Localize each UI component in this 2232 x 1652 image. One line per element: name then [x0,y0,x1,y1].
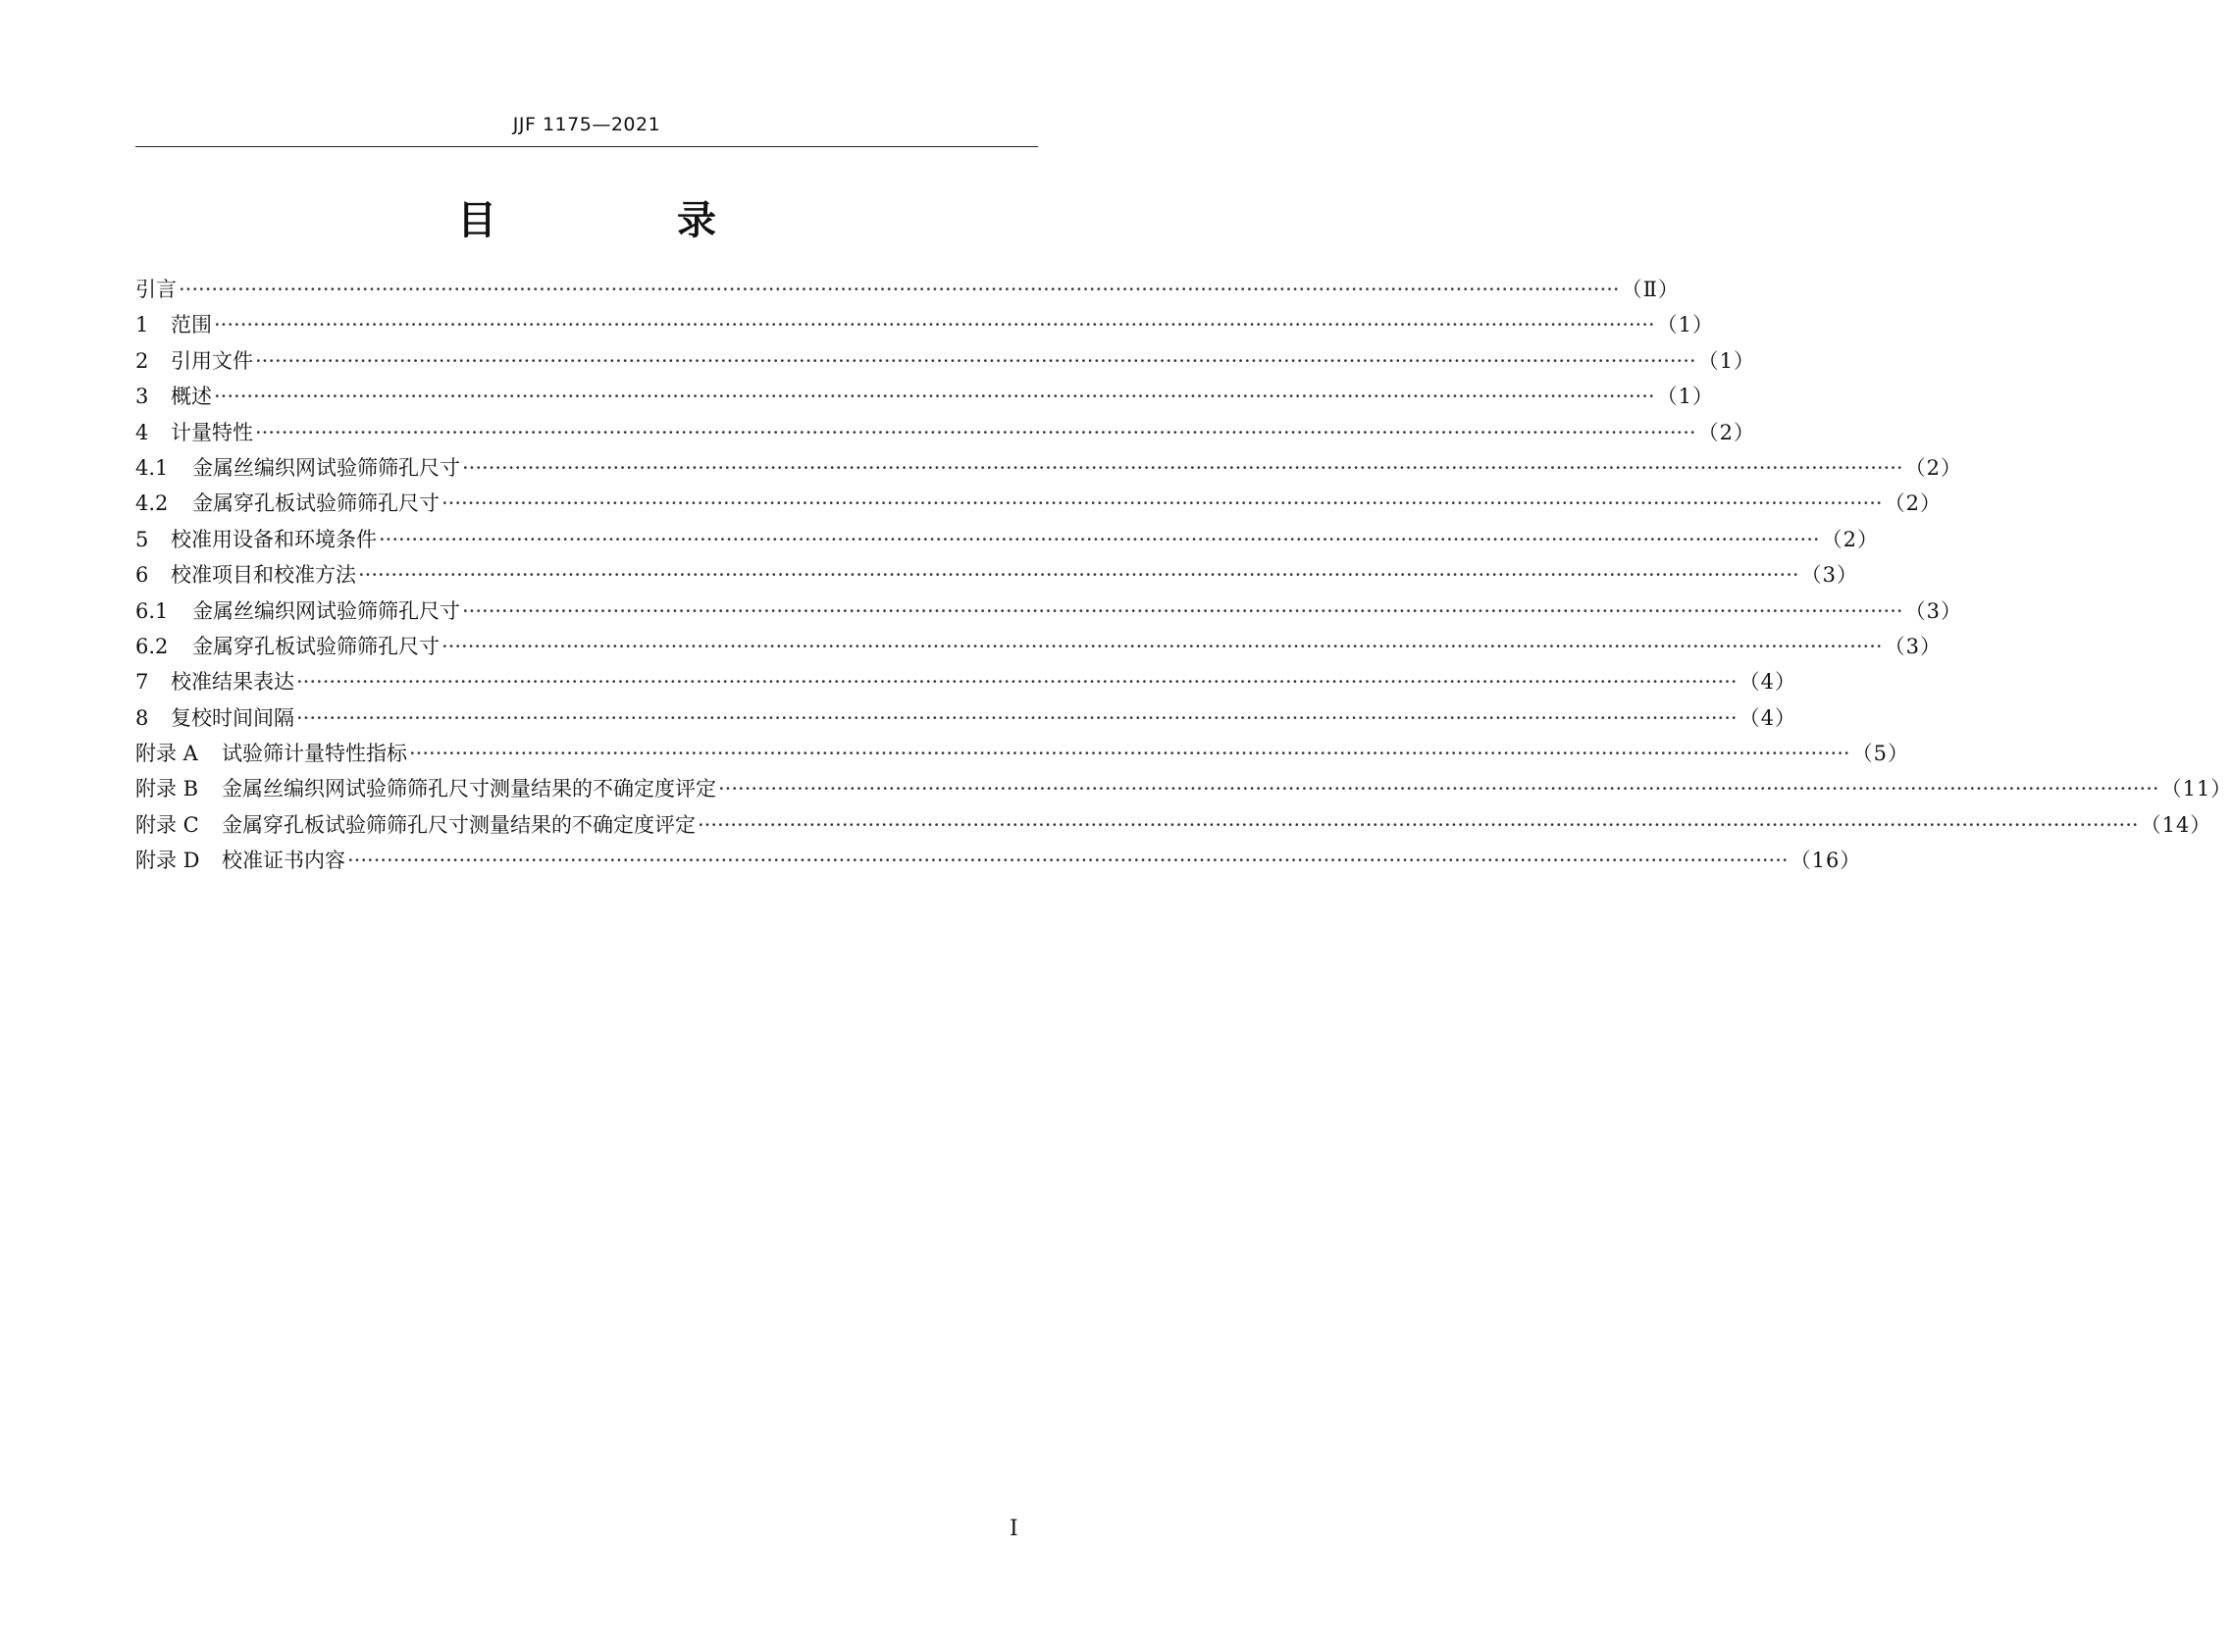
table-of-contents [135,274,2232,881]
toc-entry-number: 附录 B [135,777,199,801]
toc-entry-number: 4.2 [135,491,169,516]
toc-entry-title: 金属穿孔板试验筛筛孔尺寸测量结果的不确定度评定 [222,812,696,837]
toc-dot-leader: ···························································································································································································································· [698,812,2139,837]
toc-entry-title: 引言 [135,278,177,301]
header-divider [135,146,1038,147]
toc-entry-page: （14） [2140,812,2212,837]
toc-entry-title: 金属穿孔板试验筛筛孔尺寸 [192,634,440,658]
toc-entry-appendix-d[interactable] [135,845,1862,880]
page-title: 目 录 [457,198,787,243]
toc-entry-number: 6 [135,563,149,588]
toc-dot-leader: ···························································································································································································································· [379,527,1820,551]
toc-entry-page: （16） [1790,849,1862,873]
toc-dot-leader: ···························································································································································································································· [462,598,1903,623]
toc-entry-appendix-c[interactable] [135,809,2212,845]
toc-dot-leader: ···························································································································································································································· [462,455,1903,480]
toc-dot-leader: ···························································································································································································································· [179,278,1620,301]
toc-entry-page: （Ⅱ） [1621,278,1680,301]
toc-dot-leader: ···························································································································································································································· [347,849,1789,873]
toc-dot-leader: ···························································································································································································································· [255,348,1696,373]
toc-entry-title: 金属丝编织网试验筛筛孔尺寸 [192,598,460,623]
toc-entry-number: 4.1 [135,455,169,480]
toc-entry-4-1[interactable] [135,452,1962,488]
toc-entry-6-1[interactable] [135,595,1962,631]
toc-entry-7[interactable] [135,666,1796,701]
toc-dot-leader: ···························································································································································································································· [358,563,1799,588]
toc-entry-title: 校准结果表达 [171,670,294,695]
toc-entry-title: 复校时间间隔 [171,705,294,730]
document-code-header: JJF 1175—2021 [512,114,661,135]
toc-dot-leader: ···························································································································································································································· [214,385,1655,409]
toc-dot-leader: ···························································································································································································································· [296,705,1738,730]
toc-entry-number: 5 [135,527,149,551]
toc-dot-leader: ···························································································································································································································· [441,491,1883,516]
toc-dot-leader: ···························································································································································································································· [255,420,1696,444]
toc-entry-title: 引用文件 [171,348,253,373]
toc-entry-title: 金属穿孔板试验筛筛孔尺寸 [192,491,440,516]
toc-dot-leader: ···························································································································································································································· [718,777,2159,801]
toc-entry-appendix-a[interactable] [135,738,1909,773]
toc-entry-number: 6.1 [135,598,169,623]
toc-entry-title: 校准证书内容 [222,849,345,873]
toc-entry-page: （1） [1697,348,1755,373]
page-number: Ⅰ [1010,1517,1018,1541]
toc-entry-number: 附录 A [135,742,198,766]
toc-entry-number: 2 [135,348,149,373]
toc-entry-page: （2） [1884,491,1942,516]
toc-entry-title: 校准项目和校准方法 [171,563,356,588]
toc-entry-8[interactable] [135,702,1796,738]
toc-entry-1[interactable] [135,309,1714,344]
toc-entry-number: 3 [135,385,149,409]
toc-entry-page: （2） [1821,527,1879,551]
toc-entry-6-2[interactable] [135,631,1942,666]
toc-entry-page: （4） [1739,670,1796,695]
toc-entry-number: 7 [135,670,149,695]
toc-entry-page: （3） [1884,634,1942,658]
toc-entry-number: 4 [135,420,149,444]
toc-entry-page: （3） [1800,563,1858,588]
toc-dot-leader: ···························································································································································································································· [296,670,1738,695]
toc-entry-title: 概述 [171,385,212,409]
toc-entry-number: 1 [135,313,149,337]
toc-entry-page: （3） [1904,598,1962,623]
toc-entry-title: 金属丝编织网试验筛筛孔尺寸 [192,455,460,480]
toc-entry-number: 6.2 [135,634,169,658]
toc-entry-4-2[interactable] [135,488,1942,523]
toc-entry-4[interactable] [135,417,1755,452]
toc-entry-page: （1） [1656,385,1714,409]
toc-entry-number: 8 [135,705,149,730]
toc-entry-page: （2） [1697,420,1755,444]
toc-entry-2[interactable] [135,345,1755,381]
toc-entry-page: （1） [1656,313,1714,337]
toc-entry-page: （11） [2160,777,2232,801]
toc-entry-introduction[interactable] [135,274,1680,309]
toc-entry-title: 试验筛计量特性指标 [222,742,407,766]
toc-entry-3[interactable] [135,381,1714,416]
toc-entry-title: 计量特性 [171,420,253,444]
toc-entry-6[interactable] [135,559,1858,594]
toc-entry-title: 范围 [171,313,212,337]
toc-dot-leader: ···························································································································································································································· [214,313,1655,337]
toc-entry-5[interactable] [135,524,1879,559]
toc-entry-title: 金属丝编织网试验筛筛孔尺寸测量结果的不确定度评定 [222,777,716,801]
toc-dot-leader: ···························································································································································································································· [409,742,1850,766]
toc-entry-page: （5） [1851,742,1909,766]
toc-entry-page: （2） [1904,455,1962,480]
toc-entry-title: 校准用设备和环境条件 [171,527,377,551]
toc-entry-number: 附录 C [135,812,199,837]
toc-entry-number: 附录 D [135,849,200,873]
toc-entry-page: （4） [1739,705,1796,730]
toc-dot-leader: ···························································································································································································································· [441,634,1883,658]
toc-entry-appendix-b[interactable] [135,773,2232,808]
